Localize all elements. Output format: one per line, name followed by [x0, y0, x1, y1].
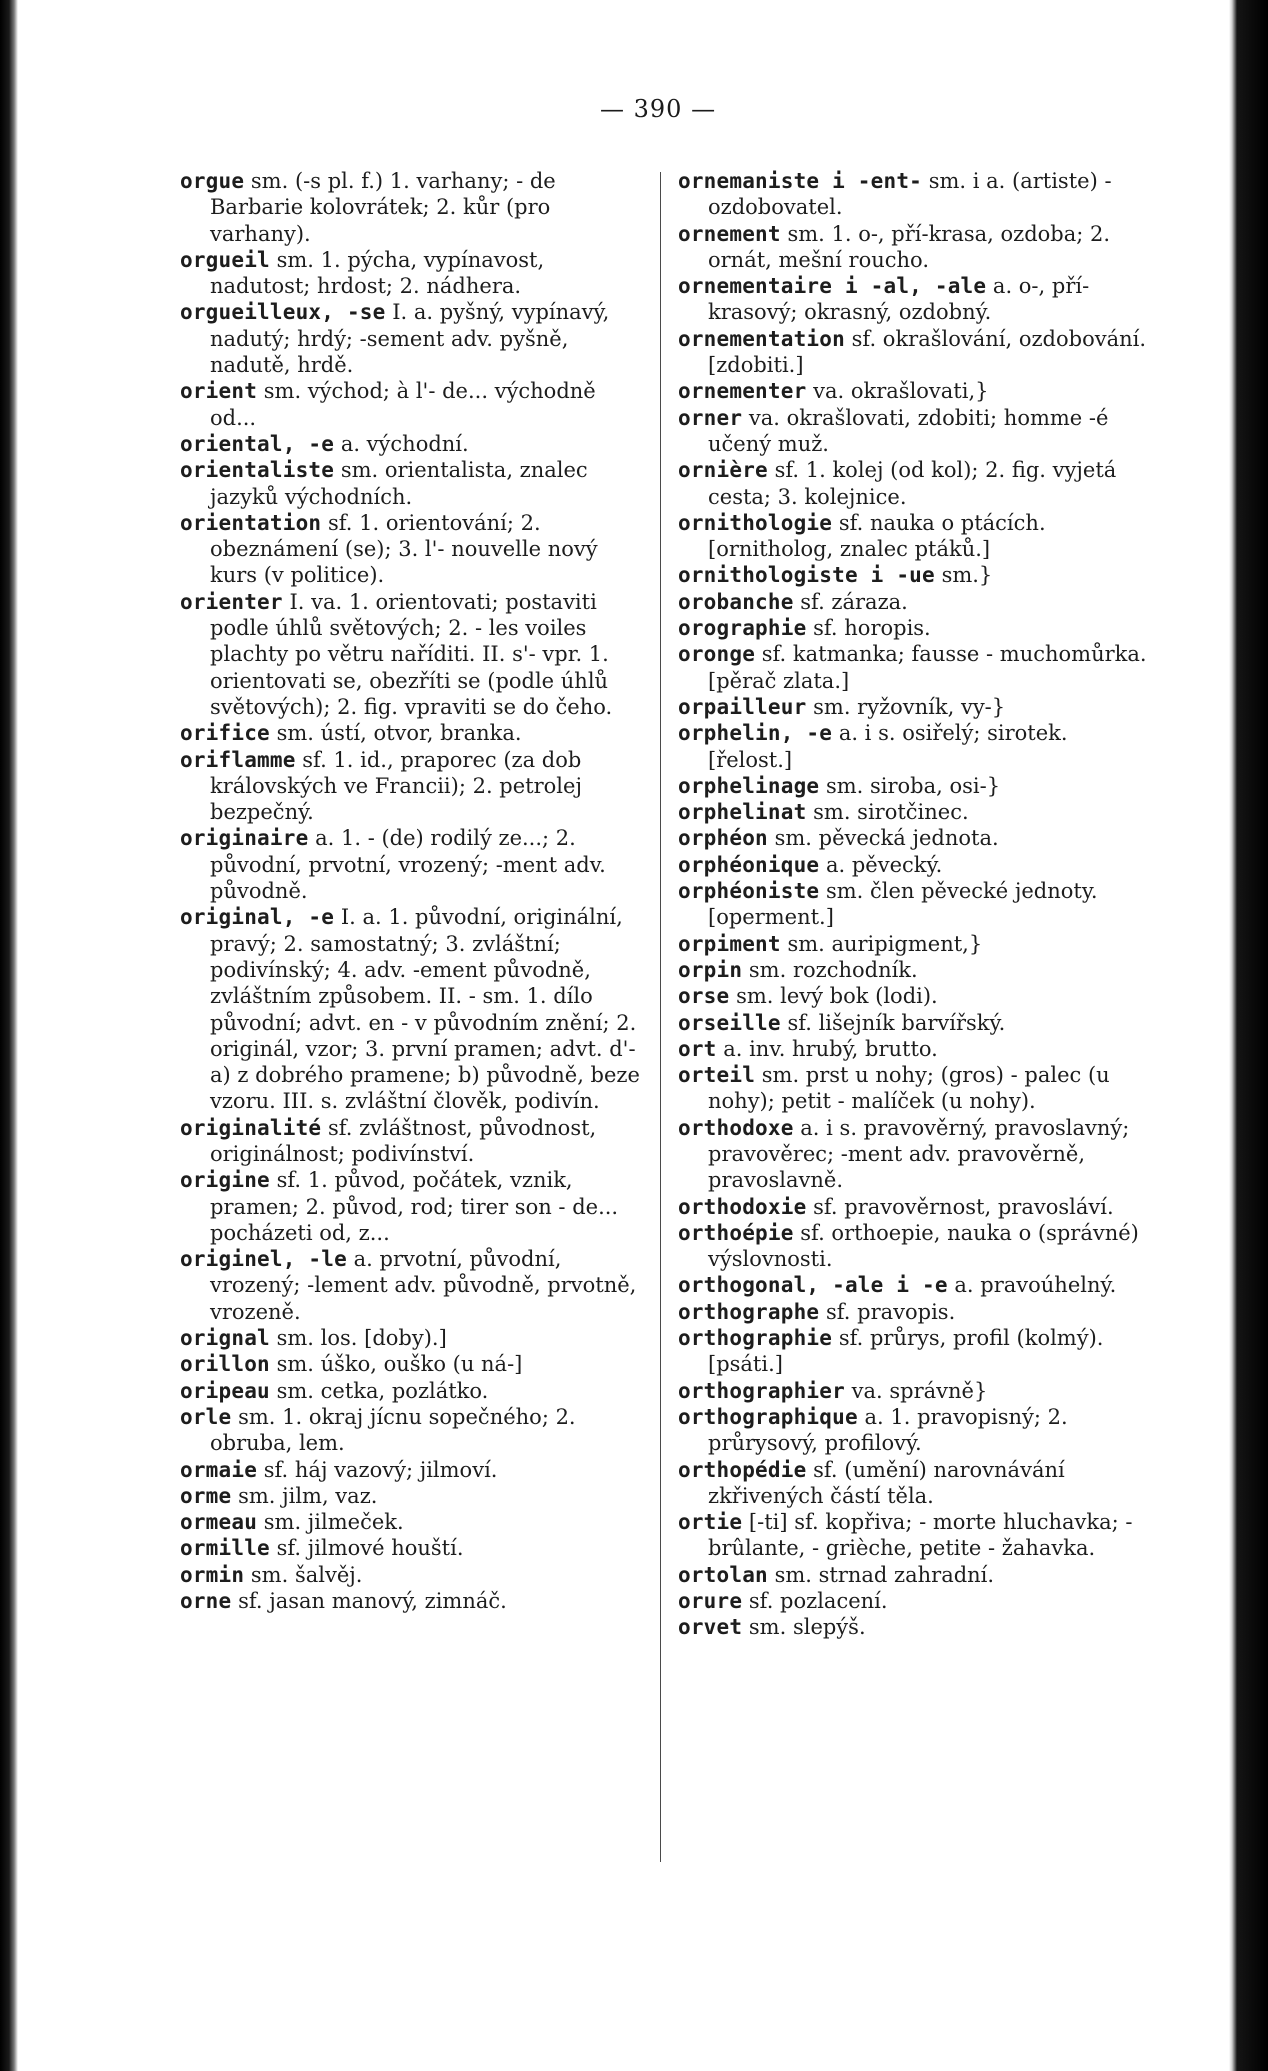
- entry-definition: sm. jilm, vaz.: [238, 1483, 378, 1508]
- entry-headword: orthographie: [678, 1326, 833, 1351]
- entry-headword: orphéonique: [678, 852, 820, 877]
- entry-definition: sf. 1. kolej (od kol); 2. fig. vyjetá cesta; 3. kolejnice.: [708, 458, 1117, 509]
- entry-definition: sm. i a. (artiste) - ozdobovatel.: [708, 169, 1112, 220]
- entry-definition: a. prvotní, původní, vrozený; -lement adv. původně, prvotně, vrozeně.: [210, 1247, 637, 1324]
- entry-headword: origine: [180, 1168, 270, 1193]
- entry-headword: orobanche: [678, 589, 794, 614]
- entry-definition: sf. 1. původ, počátek, vznik, pramen; 2. původ, rod; tirer son - de... pocházeti od, z...: [210, 1168, 619, 1245]
- entry-headword: orure: [678, 1589, 743, 1614]
- entry-headword: ortie: [678, 1510, 743, 1535]
- entry-headword: orphelinage: [678, 773, 820, 798]
- entry-definition: sf. pravověrnost, pravosláví.: [813, 1194, 1114, 1219]
- entry-headword: oronge: [678, 642, 756, 667]
- entry-definition: sm. sirotčinec.: [813, 800, 969, 825]
- dictionary-entry: [678, 1299, 1156, 1325]
- dictionary-entry: [678, 1562, 1156, 1588]
- entry-headword: orient: [180, 379, 258, 404]
- entry-definition: sf. jilmové houští.: [276, 1536, 464, 1561]
- dictionary-entry: [678, 405, 1156, 458]
- dictionary-entry: [678, 1220, 1156, 1273]
- entry-definition: sm. ústí, otvor, branka.: [276, 721, 522, 746]
- column-divider: [660, 172, 661, 1862]
- dictionary-entry: [180, 1378, 640, 1404]
- dictionary-entry: [180, 247, 640, 300]
- entry-definition: sm. los. [doby).]: [276, 1326, 447, 1351]
- right-column: [678, 168, 1156, 1641]
- entry-definition: sf. jasan manový, zimnáč.: [238, 1589, 507, 1614]
- entry-headword: ornementaire i -al, -ale: [678, 274, 987, 299]
- entry-definition: I. a. pyšný, vypínavý, nadutý; hrdý; -sement adv. pyšně, nadutě, hrdě.: [210, 300, 610, 378]
- dictionary-entry: [678, 326, 1156, 379]
- dictionary-entry: [180, 589, 640, 720]
- entry-headword: orphelinat: [678, 800, 807, 825]
- entry-headword: oripeau: [180, 1378, 270, 1403]
- entry-definition: sm. úško, ouško (u ná-]: [276, 1352, 523, 1377]
- entry-definition: sf. horopis.: [813, 616, 931, 641]
- dictionary-entry: [678, 378, 1156, 404]
- dictionary-entry: [678, 1457, 1156, 1510]
- dictionary-entry: [678, 1194, 1156, 1220]
- entry-headword: orse: [678, 984, 730, 1009]
- entry-headword: ort: [678, 1036, 717, 1061]
- dictionary-entry: [180, 1325, 640, 1351]
- dictionary-entry: [180, 1167, 640, 1246]
- dictionary-entry: [180, 168, 640, 247]
- entry-headword: orseille: [678, 1010, 781, 1035]
- entry-headword: orphelin, -e: [678, 721, 833, 746]
- entry-definition: a. o-, pří-krasový; okrasný, ozdobný.: [708, 274, 1090, 325]
- entry-headword: orographie: [678, 616, 807, 641]
- entry-headword: original, -e: [180, 905, 335, 930]
- dictionary-entry: [678, 457, 1156, 510]
- dictionary-entry: [180, 904, 640, 1114]
- entry-headword: ornemaniste i -ent-: [678, 169, 923, 193]
- entry-definition: sm. 1. o-, pří-krasa, ozdoba; 2. ornát, mešní roucho.: [708, 221, 1111, 272]
- entry-headword: ornière: [678, 458, 768, 483]
- entry-headword: ormeau: [180, 1510, 258, 1535]
- dictionary-entry: [180, 378, 640, 431]
- dictionary-entry: [180, 1535, 640, 1561]
- entry-definition: sf. 1. orientování; 2. obeznámení (se); 3. l'- nouvelle nový kurs (v politice).: [210, 510, 598, 588]
- entry-definition: sm. (-s pl. f.) 1. varhany; - de Barbarie kolovrátek; 2. kůr (pro varhany).: [210, 169, 556, 246]
- entry-definition: sm. 1. okraj jícnu sopečného; 2. obruba, lem.: [210, 1404, 576, 1456]
- dictionary-entry: [180, 1246, 640, 1325]
- entry-headword: ormille: [180, 1536, 270, 1561]
- dictionary-entry: [180, 510, 640, 589]
- entry-definition: va. okrašlovati, zdobiti; homme -é učený muž.: [708, 405, 1109, 456]
- entry-headword: orpiment: [678, 931, 781, 956]
- entry-headword: orvet: [678, 1615, 743, 1640]
- dictionary-entry: [678, 589, 1156, 615]
- entry-headword: orienter: [180, 589, 283, 614]
- dictionary-entry: [180, 1457, 640, 1483]
- entry-headword: orpailleur: [678, 694, 807, 719]
- entry-definition: sm. levý bok (lodi).: [736, 984, 938, 1009]
- dictionary-entry: [678, 773, 1156, 799]
- entry-headword: orpin: [678, 957, 743, 982]
- entry-definition: sm. cetka, pozlátko.: [276, 1378, 489, 1403]
- entry-headword: ornementer: [678, 379, 807, 404]
- entry-headword: ortolan: [678, 1562, 768, 1587]
- dictionary-entry: [180, 299, 640, 378]
- entry-headword: orillon: [180, 1352, 270, 1377]
- entry-definition: sf. zvláštnost, původnost, originálnost; podivínství.: [210, 1115, 597, 1166]
- dictionary-entry: [678, 1325, 1156, 1378]
- entry-headword: orphéon: [678, 826, 768, 851]
- dictionary-entry: [678, 1272, 1156, 1298]
- entry-headword: orme: [180, 1483, 232, 1508]
- entry-definition: sm. 1. pýcha, vypínavost, nadutost; hrdost; 2. nádhera.: [210, 247, 545, 299]
- dictionary-entry: [678, 1404, 1156, 1457]
- entry-definition: sf. pravopis.: [825, 1299, 956, 1324]
- entry-definition: I. va. 1. orientovati; postaviti podle úhlů světových; 2. - les voiles plachty po větru naříditi. II. s'- vpr. 1. orientovati se, obezříti se (podle úhlů světových); 2. fig. vpraviti se do čeho.: [210, 589, 613, 719]
- entry-headword: orthogonal, -ale i -e: [678, 1273, 948, 1298]
- dictionary-entry: [678, 641, 1156, 694]
- dictionary-entry: [180, 1404, 640, 1457]
- entry-definition: sf. (umění) narovnávání zkřivených částí těla.: [708, 1457, 1065, 1508]
- entry-headword: orgueil: [180, 247, 270, 272]
- entry-headword: orner: [678, 405, 743, 430]
- dictionary-entry: [678, 957, 1156, 983]
- entry-definition: a. východní.: [340, 431, 469, 456]
- scan-left-border: [0, 0, 18, 2071]
- entry-headword: oriflamme: [180, 747, 296, 772]
- entry-headword: orthographique: [678, 1404, 858, 1429]
- entry-definition: sf. záraza.: [800, 589, 908, 614]
- entry-definition: sm. člen pěvecké jednoty. [operment.]: [708, 879, 1098, 930]
- dictionary-entry: [678, 273, 1156, 326]
- entry-headword: orgueilleux, -se: [180, 300, 386, 325]
- dictionary-entry: [678, 799, 1156, 825]
- entry-definition: va. správně}: [851, 1378, 988, 1403]
- dictionary-entry: [678, 615, 1156, 641]
- entry-headword: orignal: [180, 1326, 270, 1351]
- page-number: — 390 —: [600, 95, 717, 123]
- entry-definition: a. i s. pravověrný, pravoslavný; pravověrec; -ment adv. pravověrně, pravoslavně.: [708, 1115, 1130, 1193]
- dictionary-entry: [180, 720, 640, 746]
- dictionary-entry: [678, 825, 1156, 851]
- dictionary-entry: [678, 221, 1156, 274]
- entry-definition: sm. slepýš.: [748, 1615, 866, 1640]
- dictionary-entry: [180, 825, 640, 904]
- entry-headword: ornement: [678, 221, 781, 246]
- dictionary-entry: [180, 1351, 640, 1377]
- dictionary-entry: [678, 1509, 1156, 1562]
- dictionary-entry: [180, 747, 640, 826]
- entry-definition: a. inv. hrubý, brutto.: [723, 1036, 938, 1061]
- entry-definition: sf. pozlacení.: [748, 1589, 888, 1614]
- entry-definition: a. pravoúhelný.: [954, 1273, 1117, 1298]
- entry-definition: sm. auripigment,}: [787, 931, 983, 956]
- entry-definition: [-ti] sf. kopřiva; - morte hluchavka; - brûlante, - grièche, petite - žahavka.: [708, 1510, 1133, 1561]
- entry-headword: ornementation: [678, 326, 845, 351]
- entry-definition: va. okrašlovati,}: [813, 379, 989, 404]
- entry-headword: orthodoxe: [678, 1115, 794, 1140]
- dictionary-entry: [678, 1010, 1156, 1036]
- entry-headword: orthographier: [678, 1378, 845, 1403]
- entry-headword: orteil: [678, 1063, 756, 1088]
- entry-definition: sm. siroba, osi-}: [825, 773, 1001, 798]
- dictionary-entry: [678, 852, 1156, 878]
- dictionary-entry: [678, 1115, 1156, 1194]
- entry-headword: orthodoxie: [678, 1194, 807, 1219]
- dictionary-entry: [678, 562, 1156, 588]
- entry-headword: orgue: [180, 169, 245, 193]
- entry-headword: orthographe: [678, 1299, 820, 1324]
- entry-definition: sm. šalvěj.: [250, 1562, 363, 1587]
- entry-definition: sf. háj vazový; jilmoví.: [263, 1457, 498, 1482]
- entry-headword: orne: [180, 1589, 232, 1614]
- entry-headword: orthoépie: [678, 1220, 794, 1245]
- entry-definition: sm. jilmeček.: [263, 1510, 404, 1535]
- entry-definition: sf. orthoepie, nauka o (správné) výslovnosti.: [708, 1220, 1139, 1272]
- entry-headword: originalité: [180, 1115, 322, 1140]
- entry-headword: orthopédie: [678, 1457, 807, 1482]
- entry-definition: I. a. 1. původní, originální, pravý; 2. samostatný; 3. zvláštní; podivínský; 4. adv. -ement původně, zvláštním způsobem. II. - sm. 1. dílo původní; advt. en - v původním znění; 2. originál, vzor; 3. první pramen; advt. d'- a) z dobrého pramene; b) původně, beze vzoru. III. s. zvláštní člověk, podivín.: [210, 905, 640, 1114]
- entry-headword: ornithologiste i -ue: [678, 563, 935, 588]
- dictionary-entry: [678, 983, 1156, 1009]
- entry-definition: sf. průrys, profil (kolmý). [psáti.]: [708, 1326, 1104, 1377]
- dictionary-entry: [678, 1588, 1156, 1614]
- entry-definition: sf. 1. id., praporec (za dob královských ve Francii); 2. petrolej bezpečný.: [210, 747, 582, 825]
- entry-definition: sm. strnad zahradní.: [774, 1562, 995, 1587]
- entry-definition: sm. prst u nohy; (gros) - palec (u nohy); petit - malíček (u nohy).: [708, 1063, 1110, 1114]
- entry-definition: sm. ryžovník, vy-}: [813, 694, 1006, 719]
- dictionary-entry: [678, 1378, 1156, 1404]
- dictionary-entry: [678, 1062, 1156, 1115]
- entry-definition: sm. rozchodník.: [748, 957, 918, 982]
- entry-headword: originaire: [180, 826, 309, 851]
- entry-definition: sf. okrašlování, ozdobování. [zdobiti.]: [708, 326, 1147, 378]
- entry-headword: orifice: [180, 721, 270, 746]
- entry-definition: sf. lišejník barvířský.: [787, 1010, 1006, 1035]
- dictionary-entry: [180, 1588, 640, 1614]
- entry-definition: a. pěvecký.: [825, 852, 943, 877]
- entry-headword: orientation: [180, 510, 322, 535]
- entry-definition: sf. nauka o ptácích. [ornitholog, znalec ptáků.]: [708, 510, 1046, 562]
- dictionary-entry: [180, 1115, 640, 1168]
- left-column: [180, 168, 640, 1614]
- dictionary-entry: [180, 431, 640, 457]
- entry-definition: a. i s. osiřelý; sirotek. [řelost.]: [708, 721, 1068, 772]
- entry-headword: orphéoniste: [678, 879, 820, 904]
- entry-headword: orientaliste: [180, 458, 335, 483]
- dictionary-entry: [678, 510, 1156, 563]
- entry-headword: originel, -le: [180, 1247, 347, 1272]
- entry-headword: ornithologie: [678, 510, 833, 535]
- dictionary-entry: [180, 457, 640, 510]
- entry-definition: sm. orientalista, znalec jazyků východních.: [210, 458, 588, 509]
- entry-headword: ormaie: [180, 1457, 258, 1482]
- dictionary-entry: [180, 1562, 640, 1588]
- entry-headword: oriental, -e: [180, 431, 335, 456]
- entry-definition: a. 1. - (de) rodilý ze...; 2. původní, prvotní, vrozený; -ment adv. původně.: [210, 826, 606, 904]
- dictionary-entry: [678, 694, 1156, 720]
- dictionary-entry: [678, 168, 1156, 221]
- dictionary-entry: [678, 720, 1156, 773]
- entry-headword: ormin: [180, 1562, 245, 1587]
- dictionary-entry: [678, 878, 1156, 931]
- scan-right-border: [1229, 0, 1268, 2071]
- entry-definition: sm. pěvecká jednota.: [774, 826, 999, 851]
- dictionary-entry: [678, 1036, 1156, 1062]
- dictionary-entry: [180, 1483, 640, 1509]
- entry-definition: sf. katmanka; fausse - muchomůrka. [pěrač zlata.]: [708, 642, 1147, 693]
- dictionary-entry: [678, 931, 1156, 957]
- dictionary-entry: [180, 1509, 640, 1535]
- dictionary-entry: [678, 1614, 1156, 1640]
- entry-definition: a. 1. pravopisný; 2. průrysový, profilový.: [708, 1404, 1068, 1456]
- entry-headword: orle: [180, 1404, 232, 1429]
- entry-definition: sm. východ; à l'- de... východně od...: [210, 379, 596, 430]
- entry-definition: sm.}: [941, 563, 993, 588]
